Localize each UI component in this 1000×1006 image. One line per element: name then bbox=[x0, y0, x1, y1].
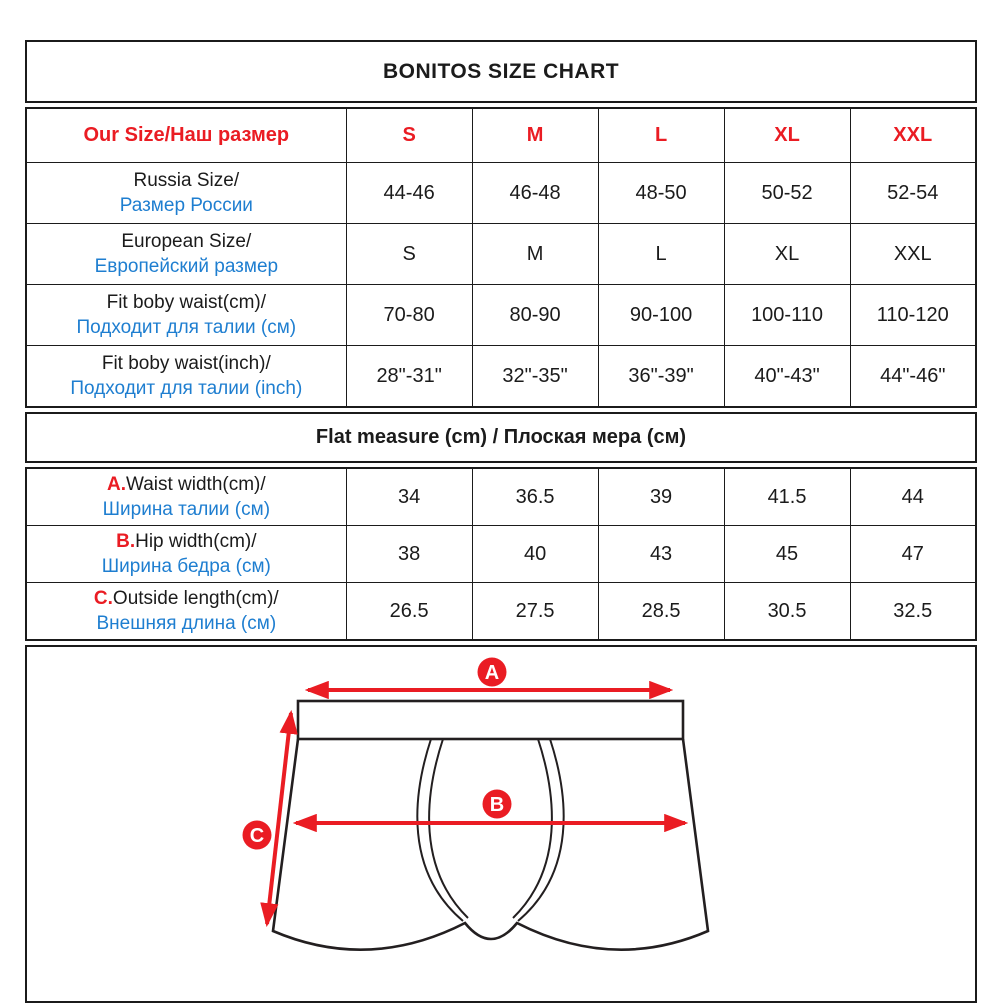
row-label-ru: Европейский размер bbox=[94, 256, 279, 277]
table-cell: M bbox=[472, 224, 598, 285]
measure-letter-c: C. bbox=[93, 588, 113, 609]
measure-table bbox=[25, 467, 977, 641]
row-label-ru: Ширина бедра (см) bbox=[101, 556, 271, 577]
table-cell: 38 bbox=[346, 526, 472, 583]
table-cell: 46-48 bbox=[472, 163, 598, 224]
row-label-ru: Подходит для талии (см) bbox=[76, 317, 297, 338]
table-cell: 100-110 bbox=[724, 285, 850, 346]
table-cell: 27.5 bbox=[472, 583, 598, 641]
table-cell: 50-52 bbox=[724, 163, 850, 224]
measure-arrows-group bbox=[267, 690, 685, 924]
size-table bbox=[25, 107, 977, 408]
table-cell: 44"-46" bbox=[850, 346, 976, 408]
boxer-outline-group bbox=[273, 701, 708, 950]
size-table-header-row bbox=[26, 108, 976, 163]
size-chart-sheet bbox=[25, 40, 977, 1003]
table-cell: 36.5 bbox=[472, 468, 598, 526]
measure-letter-b: B. bbox=[116, 531, 136, 552]
outside-length-row bbox=[26, 583, 976, 641]
row-label-en-text: Hip width(cm)/ bbox=[135, 531, 257, 552]
row-label-en-text: Waist width(cm)/ bbox=[125, 474, 266, 495]
row-label-en bbox=[29, 529, 344, 554]
measure-c-badge: C bbox=[249, 825, 265, 847]
waist-width-row bbox=[26, 468, 976, 526]
row-label bbox=[26, 346, 346, 408]
table-cell: 26.5 bbox=[346, 583, 472, 641]
table-cell: 32.5 bbox=[850, 583, 976, 641]
flat-measure-title: Flat measure (cm) / Плоская мера (см) bbox=[315, 426, 687, 448]
table-cell: 34 bbox=[346, 468, 472, 526]
table-cell: 48-50 bbox=[598, 163, 724, 224]
table-cell: 36"-39" bbox=[598, 346, 724, 408]
table-cell: 47 bbox=[850, 526, 976, 583]
left-panel-inner-seam bbox=[429, 739, 468, 918]
row-label-en: Russia Size/ bbox=[133, 170, 240, 191]
left-panel-outer-seam bbox=[417, 739, 463, 921]
table-cell: 41.5 bbox=[724, 468, 850, 526]
right-panel-outer-seam bbox=[518, 739, 564, 921]
table-cell: 80-90 bbox=[472, 285, 598, 346]
table-cell: 43 bbox=[598, 526, 724, 583]
row-label-ru: Подходит для талии (inch) bbox=[70, 378, 303, 399]
our-size-header: Our Size/Наш размер bbox=[26, 108, 346, 163]
row-label-en bbox=[29, 472, 344, 497]
fit-waist-inch-row bbox=[26, 346, 976, 408]
table-cell: 28.5 bbox=[598, 583, 724, 641]
measurement-diagram-box bbox=[25, 645, 977, 1003]
row-label bbox=[26, 526, 346, 583]
row-label bbox=[26, 583, 346, 641]
table-cell: 44 bbox=[850, 468, 976, 526]
measure-letter-a: A. bbox=[106, 474, 126, 495]
row-label bbox=[26, 285, 346, 346]
right-panel-inner-seam bbox=[513, 739, 552, 918]
table-cell: 45 bbox=[724, 526, 850, 583]
table-cell: 70-80 bbox=[346, 285, 472, 346]
table-cell: 110-120 bbox=[850, 285, 976, 346]
table-cell: 30.5 bbox=[724, 583, 850, 641]
table-cell: 52-54 bbox=[850, 163, 976, 224]
row-label bbox=[26, 468, 346, 526]
european-size-row bbox=[26, 224, 976, 285]
russia-size-row bbox=[26, 163, 976, 224]
table-cell: XL bbox=[724, 224, 850, 285]
row-label-ru: Ширина талии (см) bbox=[102, 499, 271, 520]
row-label-ru: Внешняя длина (см) bbox=[96, 613, 277, 634]
table-cell: L bbox=[598, 224, 724, 285]
row-label-en bbox=[29, 586, 344, 611]
shorts-body bbox=[273, 739, 708, 950]
row-label-en: Fit boby waist(inch)/ bbox=[101, 353, 271, 374]
table-cell: XXL bbox=[850, 224, 976, 285]
table-cell: 44-46 bbox=[346, 163, 472, 224]
page-title: BONITOS SIZE CHART bbox=[382, 59, 620, 83]
size-col-header-m: M bbox=[472, 108, 598, 163]
row-label bbox=[26, 163, 346, 224]
table-cell: 40 bbox=[472, 526, 598, 583]
size-col-header-xxl: XXL bbox=[850, 108, 976, 163]
row-label-en: Fit boby waist(cm)/ bbox=[106, 292, 267, 313]
hip-width-row bbox=[26, 526, 976, 583]
measure-b-badge: B bbox=[489, 794, 505, 816]
title-box bbox=[25, 40, 977, 103]
measure-badges-group bbox=[243, 658, 512, 850]
measure-a-badge: A bbox=[484, 662, 500, 684]
row-label bbox=[26, 224, 346, 285]
flat-measure-header bbox=[25, 412, 977, 463]
table-cell: 90-100 bbox=[598, 285, 724, 346]
table-cell: 39 bbox=[598, 468, 724, 526]
boxer-shorts-diagram bbox=[27, 647, 975, 1001]
table-cell: 40"-43" bbox=[724, 346, 850, 408]
row-label-en-text: Outside length(cm)/ bbox=[112, 588, 279, 609]
row-label-en: European Size/ bbox=[121, 231, 252, 252]
waistband bbox=[298, 701, 683, 739]
table-cell: 32"-35" bbox=[472, 346, 598, 408]
table-cell: S bbox=[346, 224, 472, 285]
size-col-header-s: S bbox=[346, 108, 472, 163]
fit-waist-cm-row bbox=[26, 285, 976, 346]
size-col-header-xl: XL bbox=[724, 108, 850, 163]
table-cell: 28"-31" bbox=[346, 346, 472, 408]
row-label-ru: Размер России bbox=[119, 195, 253, 216]
size-col-header-l: L bbox=[598, 108, 724, 163]
